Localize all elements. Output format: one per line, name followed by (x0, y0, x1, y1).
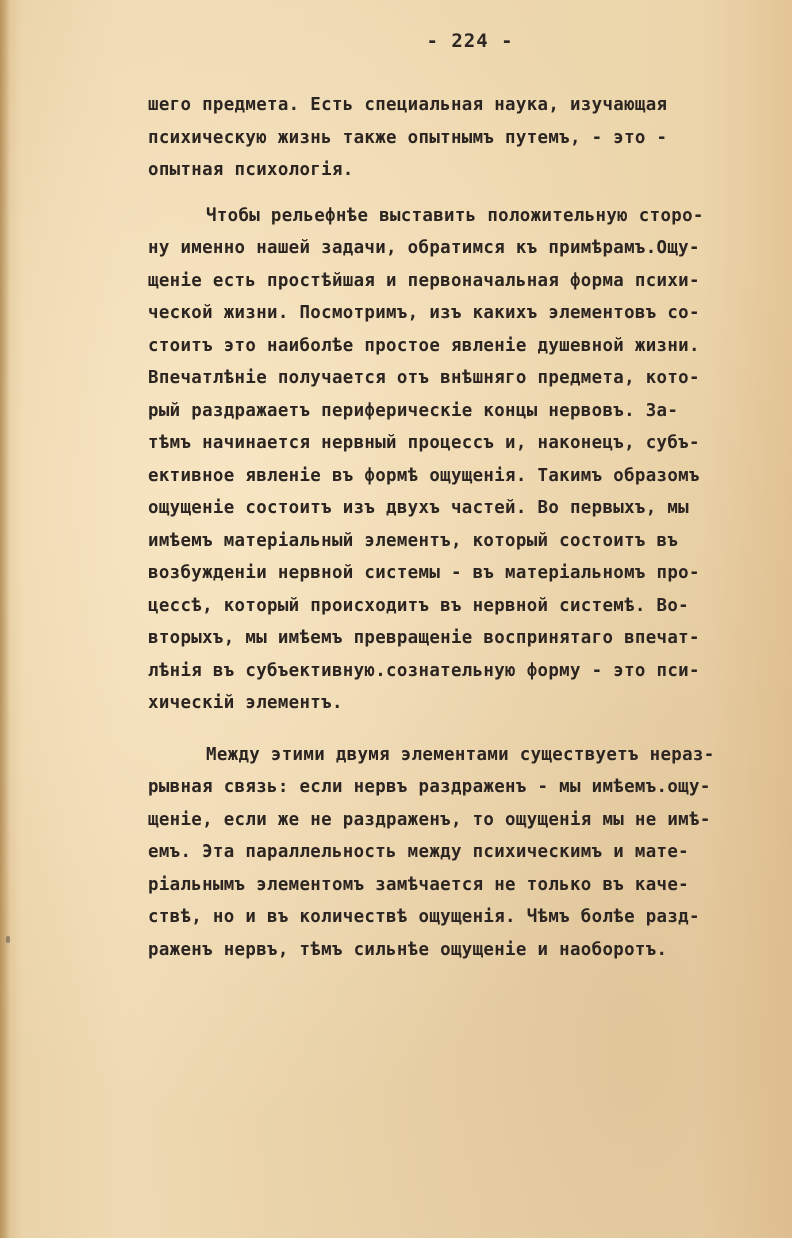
text-line: ну именно нашей задачи, обратимся къ примѣрамъ.Ощу- (148, 238, 700, 258)
text-line: ческой жизни. Посмотримъ, изъ какихъ элементовъ со- (148, 303, 700, 323)
text-line: Между этими двумя элементами существуетъ нераз- (206, 744, 715, 765)
text-line: психическую жизнь также опытнымъ путемъ, - это - (148, 127, 668, 148)
text-line: Чтобы рельефнѣе выставить положительную сторо- (206, 205, 704, 226)
text-line: раженъ нервъ, тѣмъ сильнѣе ощущеніе и наоборотъ. (148, 939, 668, 960)
text-line: тѣмъ начинается нервный процессъ и, наконецъ, субъ- (148, 433, 700, 453)
text-line: ріальнымъ элементомъ замѣчается не только въ каче- (148, 874, 690, 895)
text-line: рый раздражаетъ периферическіе концы нервовъ. За- (148, 400, 679, 421)
page-edge-shadow (0, 0, 10, 1238)
text-line: ощущеніе состоитъ изъ двухъ частей. Во первыхъ, мы (148, 498, 690, 518)
text-line: шего предмета. Есть специальная наука, изучающая (148, 95, 668, 115)
text-line: емъ. Эта параллельность между психическимъ и мате- (148, 842, 690, 862)
paper-speck (6, 936, 10, 943)
text-line: ствѣ, но и въ количествѣ ощущенія. Чѣмъ болѣе разд- (148, 907, 700, 927)
text-line: возбужденіи нервной системы - въ матеріальномъ про- (148, 563, 700, 583)
text-line: щеніе, если же не раздраженъ, то ощущенія мы не имѣ- (148, 809, 711, 830)
page-number: - 224 - (426, 30, 514, 52)
text-line: имѣемъ матеріальный элементъ, который состоитъ въ (148, 530, 679, 551)
text-line: щеніе есть простѣйшая и первоначальная форма психи- (148, 270, 700, 291)
text-line: Впечатлѣніе получается отъ внѣшняго предмета, кото- (148, 368, 700, 388)
text-line: ективное явленіе въ формѣ ощущенія. Такимъ образомъ (148, 465, 700, 486)
text-line: опытная психологія. (148, 160, 354, 180)
text-line: вторыхъ, мы имѣемъ превращеніе воспринятаго впечат- (148, 628, 700, 648)
text-line: стоитъ это наиболѣе простое явленіе душевной жизни. (148, 335, 700, 356)
text-line: рывная связь: если нервъ раздраженъ - мы имѣемъ.ощу- (148, 777, 711, 797)
text-line: хическій элементъ. (148, 693, 343, 713)
body-text (148, 89, 792, 966)
text-line: цессѣ, который происходитъ въ нервной системѣ. Во- (148, 595, 690, 616)
text-line: лѣнія въ субъективную.сознательную форму - это пси- (148, 660, 700, 681)
